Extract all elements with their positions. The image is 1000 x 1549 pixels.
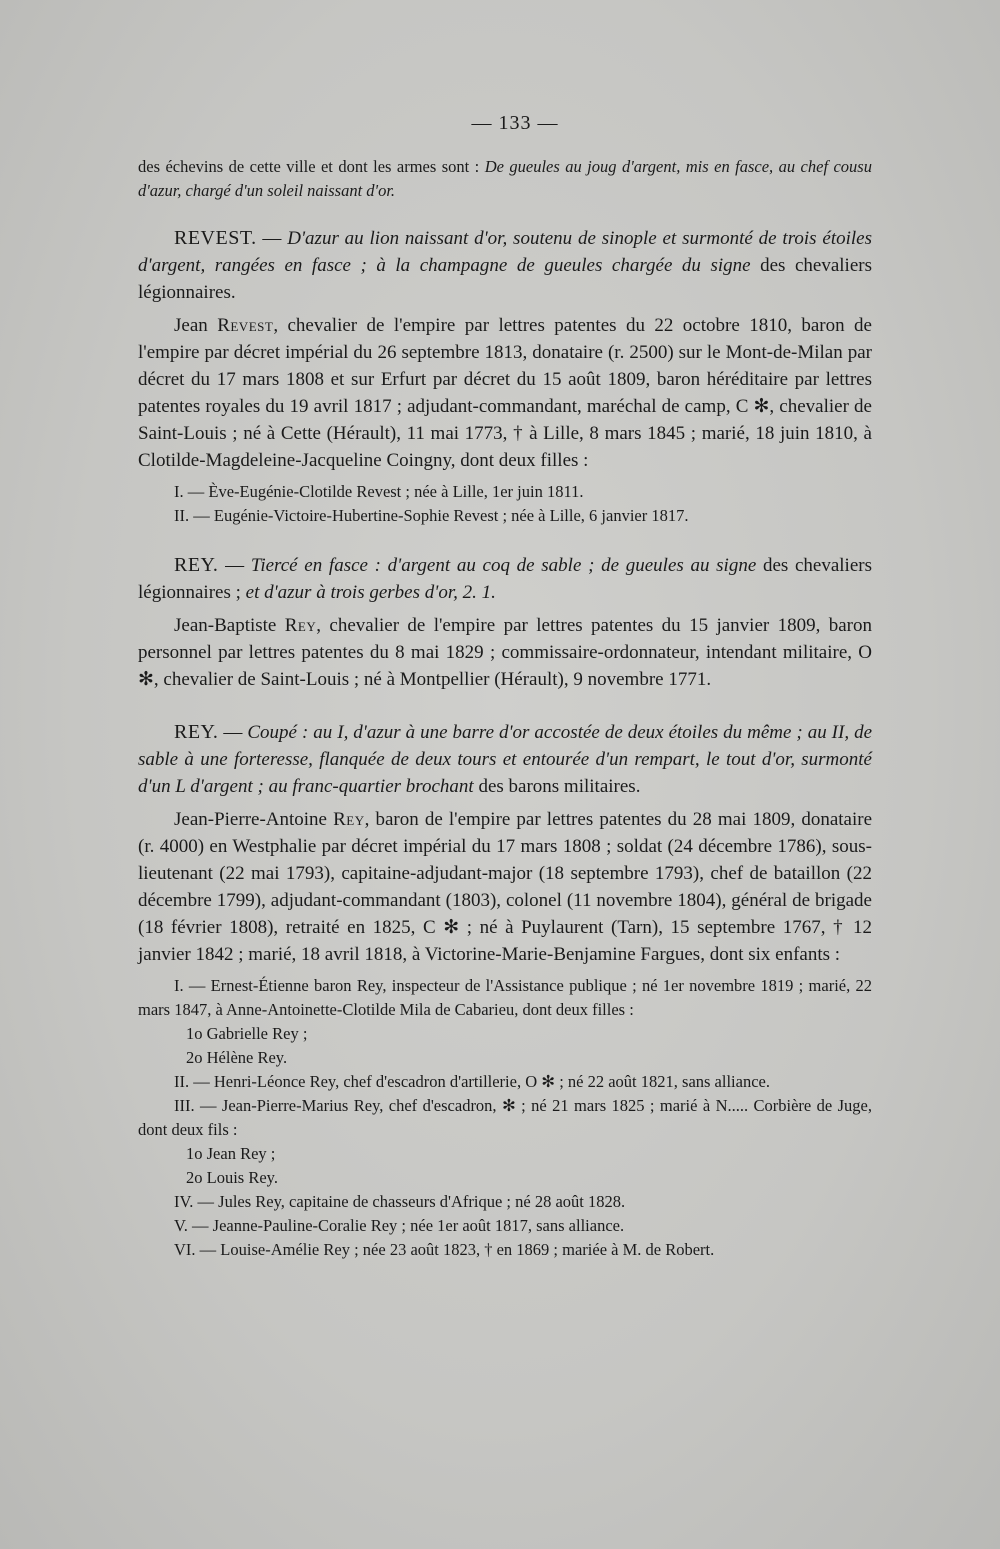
- child-item: I. — Ève-Eugénie-Clotilde Revest ; née à Lille, 1er juin 1811.: [174, 482, 584, 501]
- dash: —: [218, 722, 248, 743]
- text-run: , baron de l'empire par lettres patentes du 28 mai 1809, donataire (r. 4000) en Westphalie par décret impérial du 17 mars 1808 ; soldat (24 décembre 1786), sous-lieutenant (22 mai 1793), capitaine-adjudant-major (18 septembre 1793), chef de bataillon (22 décembre 1799), adjudant-commandant (1803), colonel (11 novembre 1804), général de brigade (18 février 1808), retraité en 1825, C ✻ ; né à Puylaurent (Tarn), 15 septembre 1767, † 12 janvier 1842 ; marié, 18 avril 1818, à Victorine-Marie-Benjamine Fargues, dont six enfants :: [138, 809, 872, 965]
- biography-paragraph: [138, 612, 872, 693]
- entry-rey-2: [138, 719, 872, 1262]
- children-list: [138, 974, 872, 1262]
- text-run: des chevaliers légionnaires ;: [138, 555, 872, 603]
- child-item: V. — Jeanne-Pauline-Coralie Rey ; née 1er août 1817, sans alliance.: [174, 1216, 625, 1235]
- paragraph-continuation: [138, 155, 872, 203]
- page-number: — 133 —: [471, 112, 559, 134]
- grandchild-item: 2o Louis Rey.: [186, 1168, 278, 1187]
- text-run: des échevins de cette ville et dont les armes sont :: [138, 157, 485, 176]
- text-run: des barons militaires.: [473, 776, 641, 797]
- blazon-text: Tiercé en fasce : d'argent au coq de sable ; de gueules au signe: [250, 555, 757, 576]
- text-run: Jean-Pierre-Antoine: [174, 809, 334, 830]
- text-run: des chevaliers légionnaires.: [138, 255, 872, 303]
- child-item: II. — Eugénie-Victoire-Hubertine-Sophie Revest ; née à Lille, 6 janvier 1817.: [174, 506, 689, 525]
- child-item: VI. — Louise-Amélie Rey ; née 23 août 1823, † en 1869 ; mariée à M. de Robert.: [174, 1240, 715, 1259]
- text-run: Jean: [174, 315, 218, 336]
- grandchild-item: 1o Jean Rey ;: [186, 1144, 276, 1163]
- child-item: I. — Ernest-Étienne baron Rey, inspecteur de l'Assistance publique ; né 1er novembre 1819 ; marié, 22 mars 1847, à Anne-Antoinette-Clotilde Mila de Cabarieu, dont deux filles :: [138, 976, 872, 1019]
- blazon-text: et d'azur à trois gerbes d'or, 2. 1.: [245, 582, 496, 603]
- entry-heading: REVEST.: [174, 227, 257, 249]
- biography-paragraph: [138, 806, 872, 968]
- text-run: , chevalier de l'empire par lettres patentes du 22 octobre 1810, baron de l'empire par décret impérial du 26 septembre 1813, donataire (r. 2500) sur le Mont-de-Milan par décret du 17 mars 1808 et sur Erfurt par décret du 15 août 1809, baron héréditaire par lettres patentes royales du 19 avril 1817 ; adjudant-commandant, maréchal de camp, C ✻, chevalier de Saint-Louis ; né à Cette (Hérault), 11 mai 1773, † à Lille, 8 mars 1845 ; marié, 18 juin 1810, à Clotilde-Magdeleine-Jacqueline Coingny, dont deux filles :: [138, 315, 872, 471]
- dash: —: [218, 555, 251, 576]
- grandchild-item: 2o Hélène Rey.: [186, 1048, 288, 1067]
- text-run: Jean-Baptiste: [174, 615, 285, 636]
- blazon-paragraph: [138, 719, 872, 800]
- surname: Rey: [333, 809, 365, 830]
- blazon-paragraph: [138, 225, 872, 306]
- entry-heading: REY.: [174, 721, 219, 743]
- entry-rey-1: [138, 552, 872, 693]
- grandchild-item: 1o Gabrielle Rey ;: [186, 1024, 308, 1043]
- blazon-text: Coupé : au I, d'azur à une barre d'or accostée de deux étoiles du même ; au II, de sable à une forteresse, flanquée de deux tours et entourée d'un rempart, le tout d'or, surmonté d'un L d'argent ; au franc-quartier brochant: [138, 722, 872, 797]
- blazon-text: D'azur au lion naissant d'or, soutenu de sinople et surmonté de trois étoiles d'argent, rangées en fasce ; à la champagne de gueules chargée du signe: [138, 228, 872, 276]
- entry-heading: REY.: [174, 554, 219, 576]
- child-item: IV. — Jules Rey, capitaine de chasseurs d'Afrique ; né 28 août 1828.: [174, 1192, 626, 1211]
- blazon-text: De gueules au joug d'argent, mis en fasce, au chef cousu d'azur, chargé d'un soleil naissant d'or.: [138, 157, 872, 200]
- dash: —: [256, 228, 288, 249]
- child-item: III. — Jean-Pierre-Marius Rey, chef d'escadron, ✻ ; né 21 mars 1825 ; marié à N..... Corbière de Juge, dont deux fils :: [138, 1096, 872, 1139]
- biography-paragraph: [138, 312, 872, 474]
- surname: Revest: [217, 315, 274, 336]
- text-run: , chevalier de l'empire par lettres patentes du 15 janvier 1809, baron personnel par lettres patentes du 8 mai 1829 ; commissaire-ordonnateur, intendant militaire, O ✻, chevalier de Saint-Louis ; né à Montpellier (Hérault), 9 novembre 1771.: [138, 615, 872, 690]
- surname: Rey: [284, 615, 317, 636]
- child-item: II. — Henri-Léonce Rey, chef d'escadron d'artillerie, O ✻ ; né 22 août 1821, sans alliance.: [174, 1072, 770, 1091]
- entry-revest: [138, 225, 872, 528]
- blazon-paragraph: [138, 552, 872, 606]
- children-list: [138, 480, 872, 528]
